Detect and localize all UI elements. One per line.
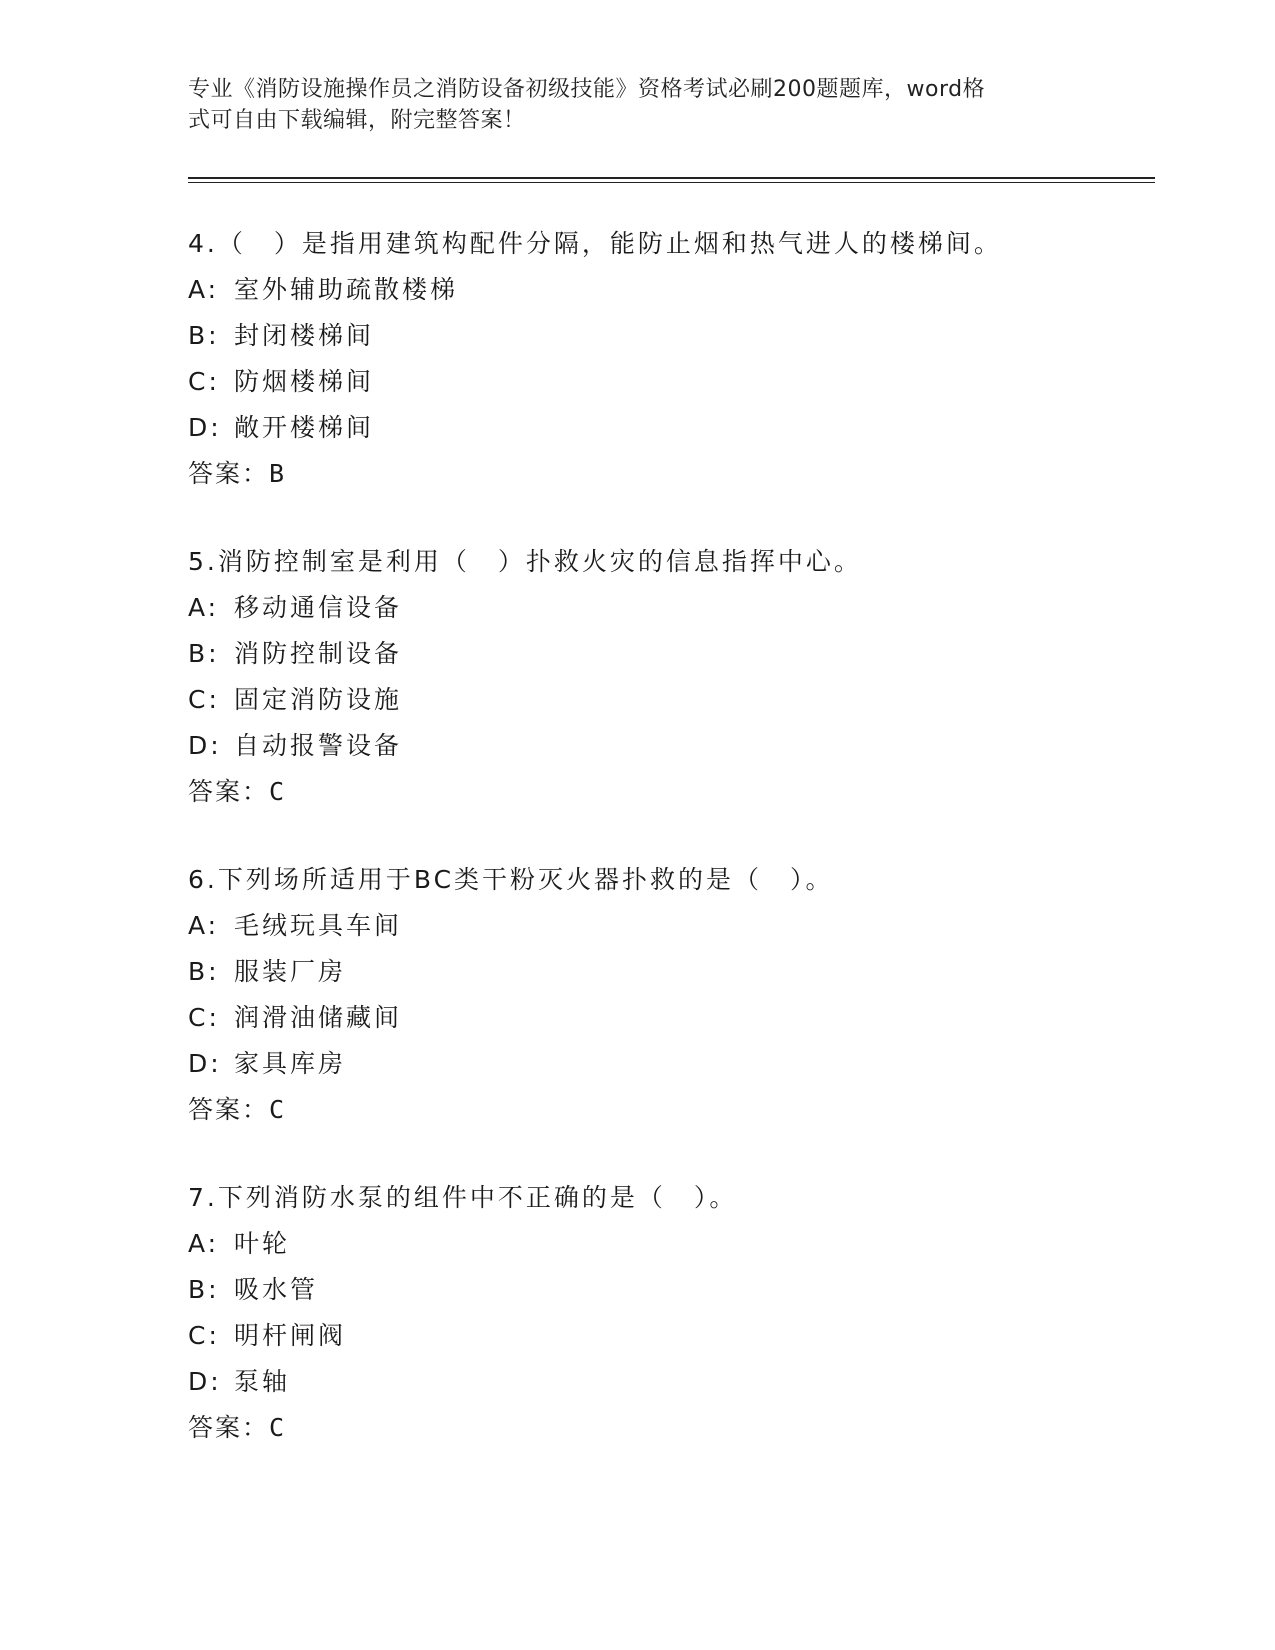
option-letter: D: — [188, 1049, 222, 1078]
option-c — [188, 1320, 1188, 1352]
option-letter: C: — [188, 1321, 220, 1350]
option-text: 移动通信设备 — [234, 593, 403, 622]
answer-line — [188, 1412, 1188, 1444]
answer-value: B — [269, 459, 287, 488]
header-line-1: 专业《消防设施操作员之消防设备初级技能》资格考试必刷200题题库，word格 — [188, 77, 986, 102]
option-d — [188, 412, 1188, 444]
option-letter: D: — [188, 1367, 222, 1396]
option-letter: B: — [188, 957, 220, 986]
option-text: 叶轮 — [234, 1229, 291, 1258]
option-a — [188, 1228, 1188, 1260]
option-b — [188, 956, 1188, 988]
option-letter: D: — [188, 731, 222, 760]
answer-value: C — [269, 1095, 287, 1124]
question-text: 6.下列场所适用于BC类干粉灭火器扑救的是（ ）。 — [188, 865, 834, 894]
option-b — [188, 638, 1188, 670]
answer-line — [188, 1094, 1188, 1126]
option-b — [188, 1274, 1188, 1306]
option-letter: B: — [188, 321, 220, 350]
header-divider-thick — [188, 177, 1155, 179]
option-b — [188, 320, 1188, 352]
question-4 — [188, 228, 1188, 490]
option-c — [188, 366, 1188, 398]
question-7 — [188, 1182, 1188, 1444]
option-text: 固定消防设施 — [234, 685, 403, 714]
option-a — [188, 274, 1188, 306]
option-text: 室外辅助疏散楼梯 — [234, 275, 459, 304]
option-letter: C: — [188, 367, 220, 396]
question-6 — [188, 864, 1188, 1126]
option-text: 泵轴 — [234, 1367, 291, 1396]
option-d — [188, 1048, 1188, 1080]
option-text: 封闭楼梯间 — [234, 321, 375, 350]
option-text: 服装厂房 — [234, 957, 347, 986]
option-text: 防烟楼梯间 — [234, 367, 375, 396]
option-c — [188, 684, 1188, 716]
answer-value: C — [269, 1413, 287, 1442]
option-letter: B: — [188, 639, 220, 668]
answer-line — [188, 776, 1188, 808]
option-text: 润滑油储藏间 — [234, 1003, 403, 1032]
option-a — [188, 592, 1188, 624]
option-text: 消防控制设备 — [234, 639, 403, 668]
option-text: 自动报警设备 — [234, 731, 403, 760]
answer-label: 答案： — [188, 459, 270, 488]
header-line-2: 式可自由下载编辑，附完整答案！ — [188, 108, 526, 133]
document-header — [188, 74, 1088, 136]
option-letter: A: — [188, 1229, 220, 1258]
option-letter: A: — [188, 275, 220, 304]
option-text: 明杆闸阀 — [234, 1321, 347, 1350]
option-letter: B: — [188, 1275, 220, 1304]
question-text: 4.（ ）是指用建筑构配件分隔，能防止烟和热气进人的楼梯间。 — [188, 229, 1002, 258]
option-c — [188, 1002, 1188, 1034]
header-divider-thin — [188, 182, 1155, 183]
answer-label: 答案： — [188, 1095, 270, 1124]
option-letter: D: — [188, 413, 222, 442]
answer-value: C — [269, 777, 287, 806]
option-text: 毛绒玩具车间 — [234, 911, 403, 940]
option-a — [188, 910, 1188, 942]
option-d — [188, 1366, 1188, 1398]
question-text: 5.消防控制室是利用（ ）扑救火灾的信息指挥中心。 — [188, 547, 862, 576]
answer-label: 答案： — [188, 1413, 270, 1442]
option-letter: C: — [188, 685, 220, 714]
option-letter: C: — [188, 1003, 220, 1032]
answer-line — [188, 458, 1188, 490]
option-letter: A: — [188, 593, 220, 622]
option-text: 家具库房 — [234, 1049, 347, 1078]
option-text: 敞开楼梯间 — [234, 413, 375, 442]
option-letter: A: — [188, 911, 220, 940]
question-text: 7.下列消防水泵的组件中不正确的是（ ）。 — [188, 1183, 738, 1212]
option-text: 吸水管 — [234, 1275, 319, 1304]
question-5 — [188, 546, 1188, 808]
option-d — [188, 730, 1188, 762]
answer-label: 答案： — [188, 777, 270, 806]
